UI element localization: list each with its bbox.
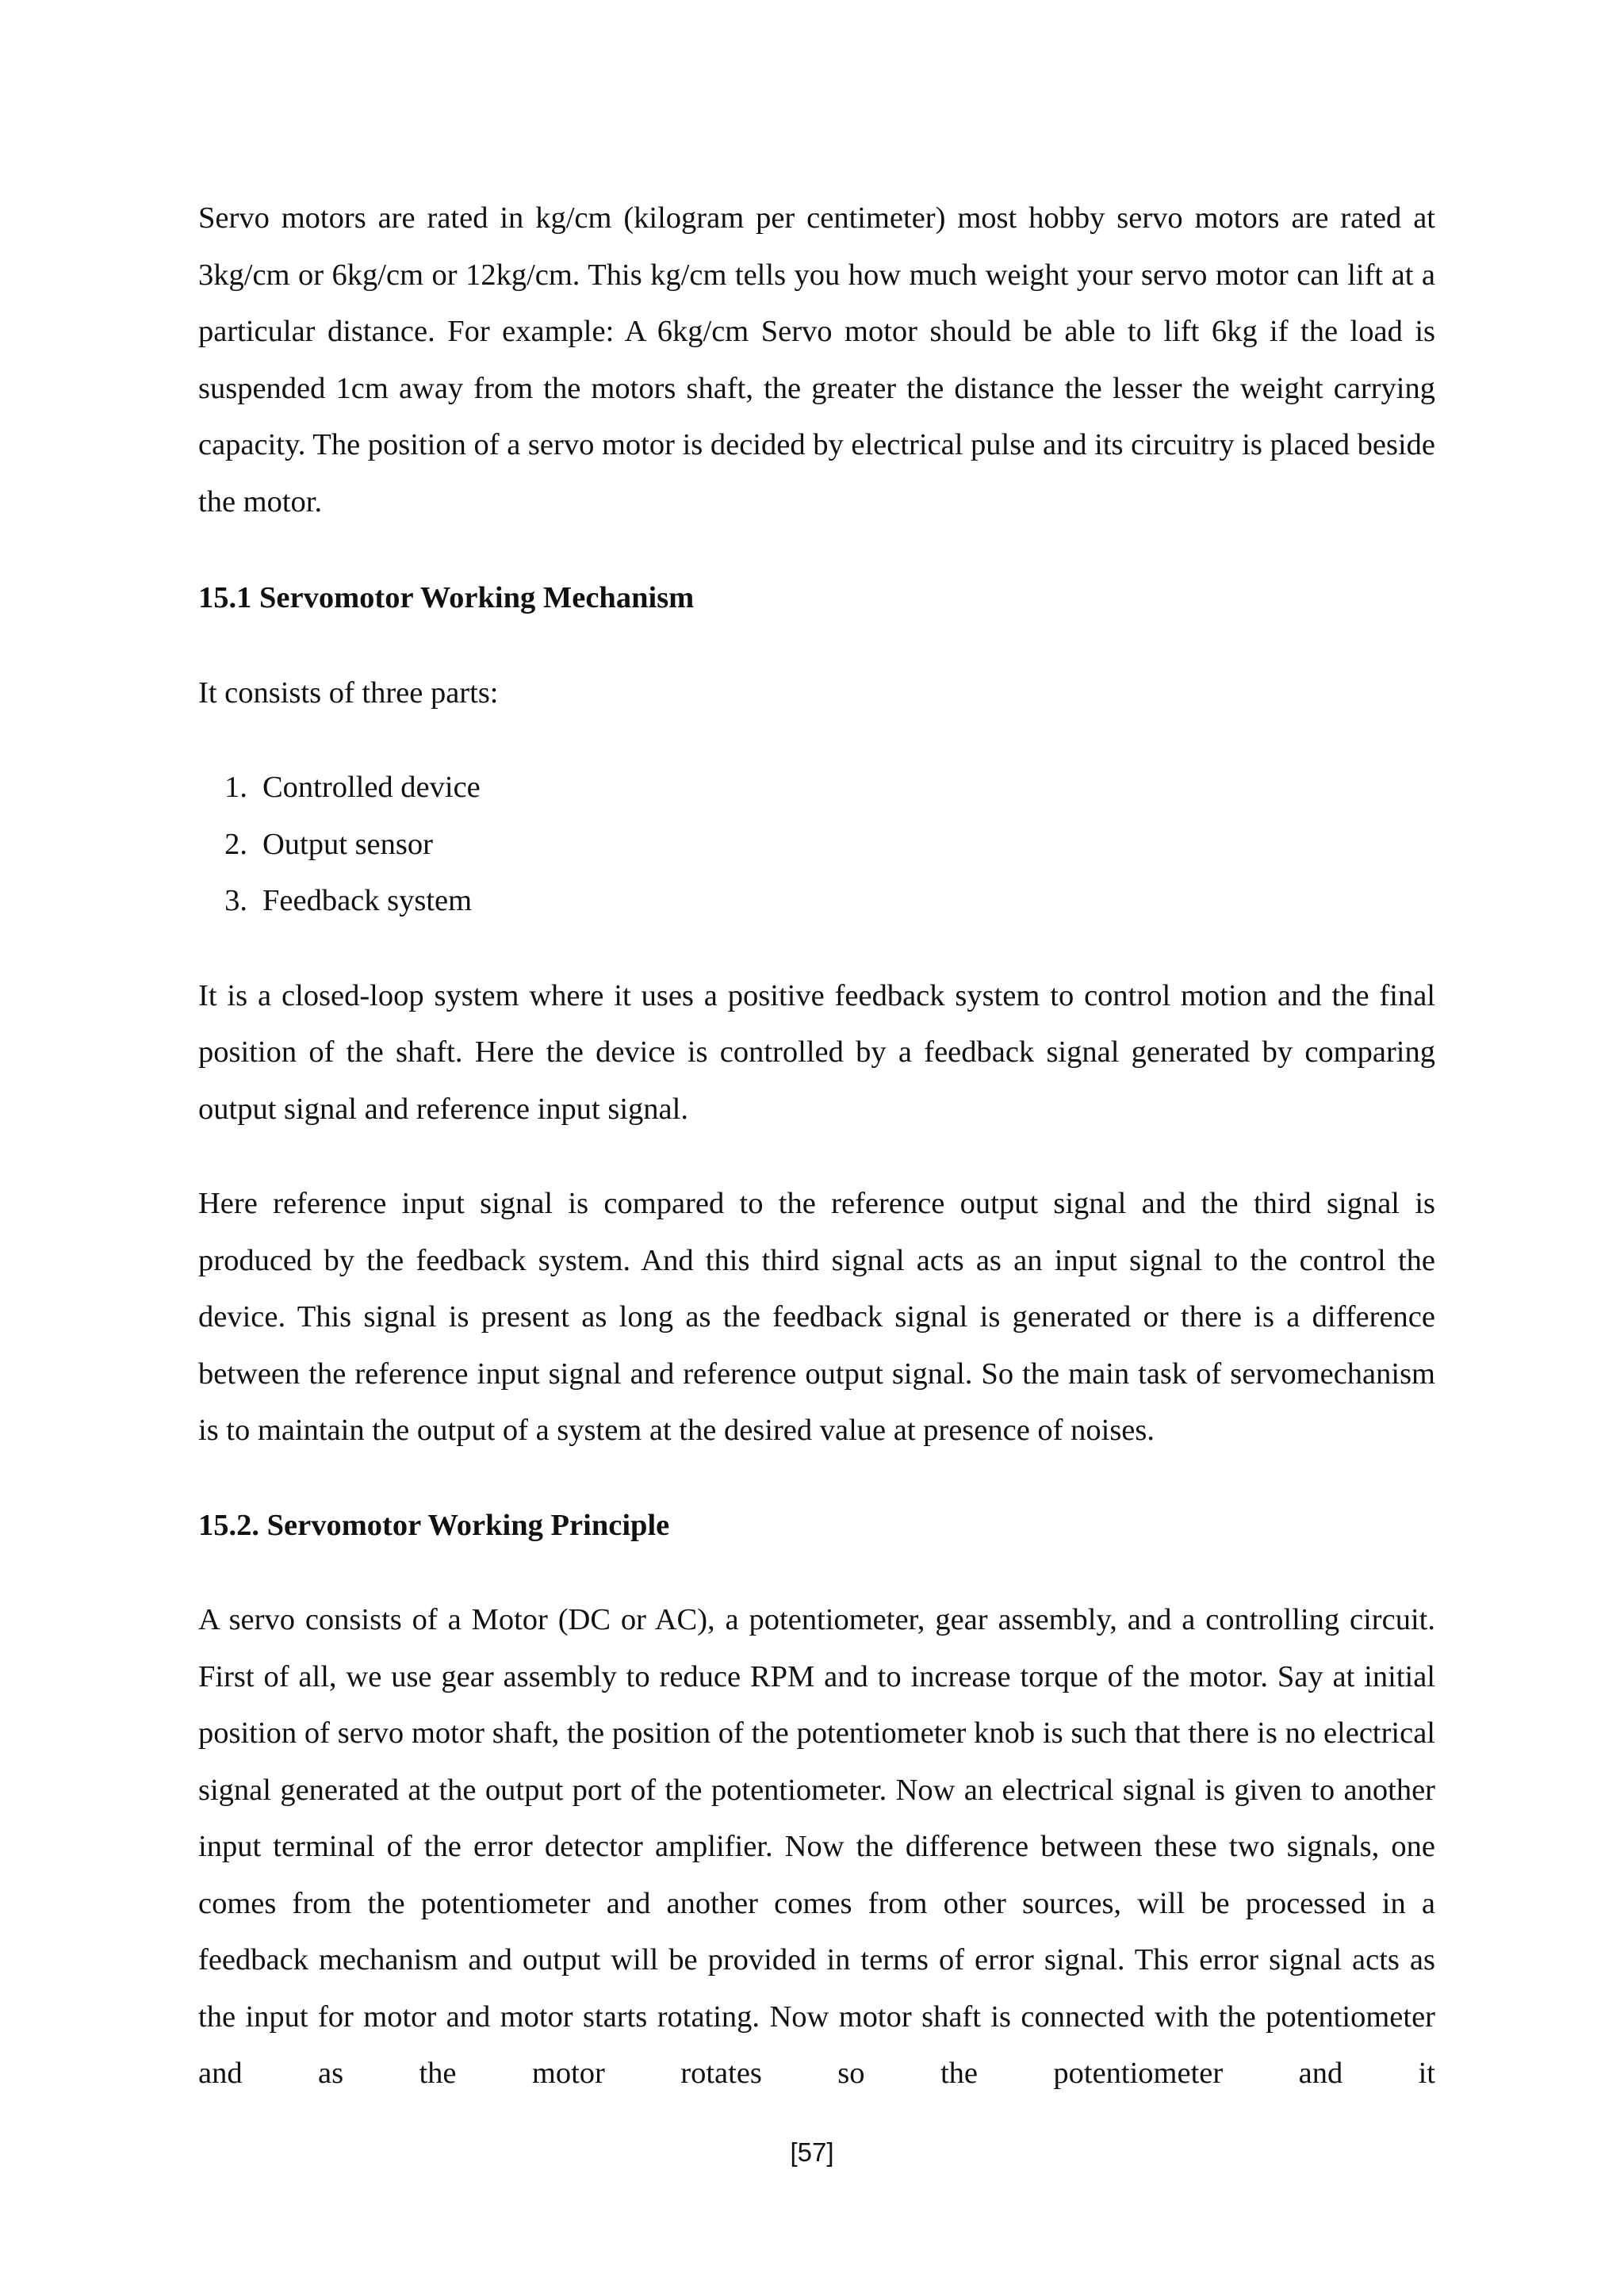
list-item-text: Feedback system bbox=[262, 884, 473, 917]
section-heading-working-principle: 15.2. Servomotor Working Principle bbox=[198, 1508, 670, 1542]
list-item bbox=[198, 817, 1435, 874]
section-heading-working-mechanism: 15.1 Servomotor Working Mechanism bbox=[198, 581, 695, 614]
paragraph-servo-rating: Servo motors are rated in kg/cm (kilogram per centimeter) most hobby servo motors are rated at 3kg/cm or 6kg/cm or 12kg/cm. This kg/cm tells you how much weight your servo motor can lift at a particular distance. For example: A 6kg/cm Servo motor should be able to lift 6kg if the load is suspended 1cm away from the motors shaft, the greater the distance the lesser the weight carrying capacity. The position of a servo motor is decided by electrical pulse and its circuitry is placed beside the motor. bbox=[198, 201, 1435, 519]
list-item-text: Controlled device bbox=[262, 771, 481, 804]
paragraph-three-parts: It consists of three parts: bbox=[198, 675, 499, 710]
list-item bbox=[198, 760, 1435, 817]
list-item-number: 3. bbox=[224, 884, 247, 917]
list-item-text: Output sensor bbox=[262, 827, 433, 861]
page-content bbox=[198, 190, 1435, 2103]
parts-list bbox=[198, 760, 1435, 930]
paragraph-closed-loop: It is a closed-loop system where it uses a positive feedback system to control motion and the final position of the shaft. Here the device is controlled by a feedback signal generated by comparing output signal and reference input signal. bbox=[198, 978, 1435, 1126]
paragraph-servo-components: A servo consists of a Motor (DC or AC), a potentiometer, gear assembly, and a controlling circuit. First of all, we use gear assembly to reduce RPM and to increase torque of the motor. Say at initial position of servo motor shaft, the position of the potentiometer knob is such that there is no electrical signal generated at the output port of the potentiometer. Now an electrical signal is given to another input terminal of the error detector amplifier. Now the difference between these two signals, one comes from the potentiometer and another comes from other sources, will be processed in a feedback mechanism and output will be provided in terms of error signal. This error signal acts as the input for motor and motor starts rotating. Now motor shaft is connected with the potentiometer and as the motor rotates so the potentiometer and it bbox=[198, 1603, 1435, 2090]
paragraph-reference-signal: Here reference input signal is compared to the reference output signal and the third signal is produced by the feedback system. And this third signal acts as an input signal to the control the device. This signal is present as long as the feedback signal is generated or there is a difference between the reference input signal and reference output signal. So the main task of servomechanism is to maintain the output of a system at the desired value at presence of noises. bbox=[198, 1187, 1435, 1447]
list-item-number: 1. bbox=[224, 771, 247, 804]
list-item bbox=[198, 873, 1435, 930]
list-item-number: 2. bbox=[224, 827, 247, 861]
page-number: [57] bbox=[790, 2137, 834, 2167]
